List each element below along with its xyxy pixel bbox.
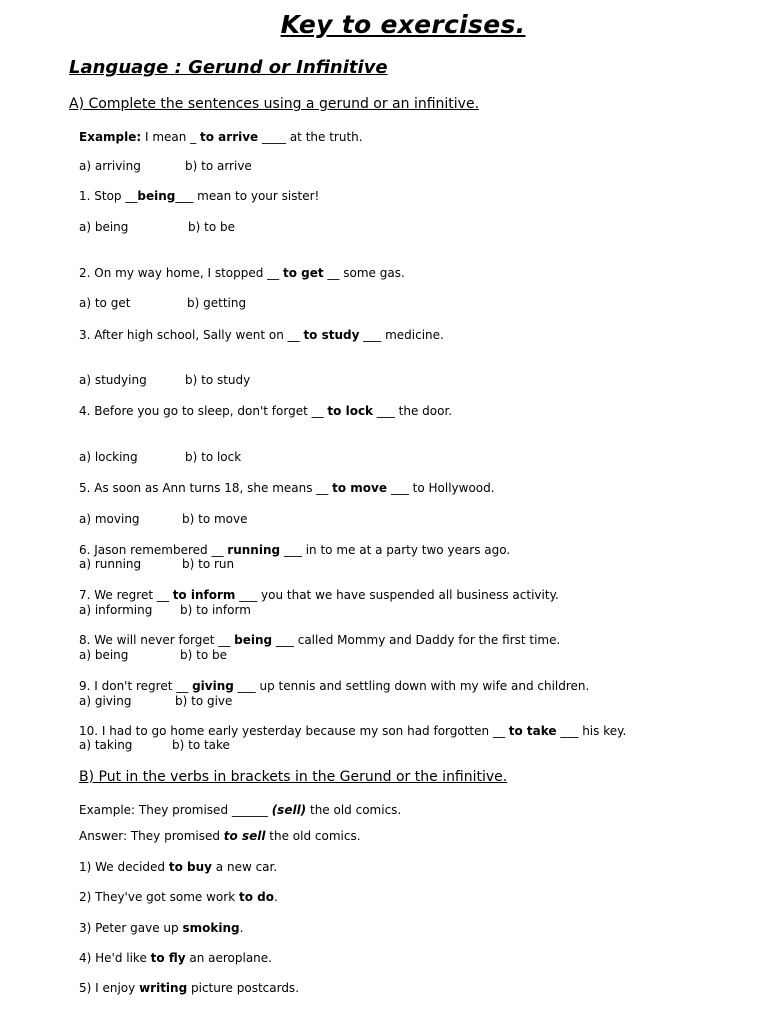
page-title: Key to exercises. — [280, 10, 526, 39]
sentence-post: ___ you that we have suspended all business activity. — [235, 588, 559, 602]
answer-word: writing — [139, 981, 188, 995]
sentence-pre: 9. I don't regret __ — [79, 679, 193, 693]
example-answer — [79, 829, 361, 843]
sentence-post: picture postcards. — [187, 981, 300, 995]
option-b: b) to take — [172, 738, 230, 752]
sentence-post: . — [239, 921, 244, 935]
answer-word: to lock — [327, 404, 374, 418]
exercise-sentence — [79, 951, 272, 965]
exercise-sentence — [79, 481, 495, 495]
option-b: b) to move — [182, 512, 248, 526]
option-b: b) to run — [182, 557, 235, 571]
option-a: a) running — [79, 557, 142, 571]
sentence-pre: 4. Before you go to sleep, don't forget __ — [79, 404, 328, 418]
answer-word: smoking — [182, 921, 240, 935]
exercise-sentence — [79, 921, 243, 935]
example-verb: (sell) — [271, 803, 307, 817]
option-b: b) to arrive — [185, 159, 252, 173]
option-b: b) to study — [185, 373, 251, 387]
sentence-pre: 2) They've got some work — [79, 890, 239, 904]
section-a-heading: A) Complete the sentences using a gerund or an infinitive. — [69, 96, 480, 112]
exercise-options — [79, 738, 230, 752]
option-a: a) being — [79, 220, 129, 234]
exercise-sentence — [79, 328, 444, 342]
answer-word: being — [234, 633, 273, 647]
sentence-post: ___ up tennis and settling down with my wife and children. — [233, 679, 590, 693]
answer-word: giving — [192, 679, 234, 693]
exercise-sentence — [79, 543, 510, 557]
section-b-heading: B) Put in the verbs in brackets in the Gerund or the infinitive. — [79, 769, 508, 785]
option-b: b) to be — [188, 220, 235, 234]
answer-verb: to sell — [223, 829, 266, 843]
exercise-sentence — [79, 860, 277, 874]
option-a: a) informing — [79, 603, 153, 617]
example-answer: to arrive — [200, 130, 259, 144]
page-subtitle: Language : Gerund or Infinitive — [69, 57, 388, 78]
sentence-post: ___ mean to your sister! — [175, 189, 320, 203]
exercise-sentence — [79, 981, 299, 995]
sentence-pre: 3. After high school, Sally went on __ — [79, 328, 304, 342]
option-a: a) moving — [79, 512, 140, 526]
sentence-pre: 4) He'd like — [79, 951, 151, 965]
answer-word: being — [137, 189, 176, 203]
option-b: b) to give — [175, 694, 233, 708]
option-b: b) to lock — [185, 450, 242, 464]
sentence-pre: 7. We regret __ — [79, 588, 173, 602]
sentence-post: ___ his key. — [556, 724, 627, 738]
sentence-post: ___ medicine. — [359, 328, 444, 342]
sentence-post: ___ the door. — [373, 404, 453, 418]
example-pre: I mean _ — [141, 130, 201, 144]
sentence-pre: 10. I had to go home early yesterday because my son had forgotten __ — [79, 724, 509, 738]
option-b: b) to be — [180, 648, 227, 662]
answer-word: to get — [282, 266, 324, 280]
sentence-post: ___ in to me at a party two years ago. — [280, 543, 511, 557]
exercise-options — [79, 603, 251, 617]
exercise-options — [79, 450, 241, 464]
answer-word: to inform — [172, 588, 236, 602]
answer-word: to take — [508, 724, 557, 738]
sentence-pre: 3) Peter gave up — [79, 921, 183, 935]
sentence-post: a new car. — [211, 860, 278, 874]
answer-word: running — [227, 543, 281, 557]
example-label: Example: — [79, 130, 142, 144]
option-a: a) giving — [79, 694, 132, 708]
exercise-sentence — [79, 588, 559, 602]
answer-word: to move — [332, 481, 387, 495]
sentence-post: __ some gas. — [323, 266, 405, 280]
exercise-sentence — [79, 890, 278, 904]
option-a: a) arriving — [79, 159, 141, 173]
sentence-post: . — [273, 890, 278, 904]
exercise-options — [79, 220, 235, 234]
sentence-pre: 2. On my way home, I stopped __ — [79, 266, 283, 280]
sentence-post: an aeroplane. — [185, 951, 272, 965]
exercise-options — [79, 373, 250, 387]
answer-word: to buy — [168, 860, 212, 874]
sentence-pre: 5) I enjoy — [79, 981, 140, 995]
exercise-sentence — [79, 404, 452, 418]
option-a: a) studying — [79, 373, 147, 387]
option-a: a) taking — [79, 738, 133, 752]
sentence-pre: 8. We will never forget __ — [79, 633, 235, 647]
sentence-pre: 5. As soon as Ann turns 18, she means __ — [79, 481, 333, 495]
example-sentence — [79, 803, 401, 817]
sentence-post: ___ to Hollywood. — [387, 481, 495, 495]
example-options — [79, 159, 252, 173]
answer-post: the old comics. — [265, 829, 361, 843]
exercise-sentence — [79, 633, 560, 647]
exercise-options — [79, 512, 248, 526]
answer-word: to study — [303, 328, 360, 342]
example-pre: Example: They promised ______ — [79, 803, 272, 817]
sentence-pre: 6. Jason remembered __ — [79, 543, 228, 557]
exercise-options — [79, 296, 246, 310]
exercise-sentence — [79, 266, 405, 280]
example-post: ____ at the truth. — [258, 130, 363, 144]
answer-word: to fly — [150, 951, 186, 965]
option-a: a) being — [79, 648, 129, 662]
exercise-sentence — [79, 724, 626, 738]
option-b: b) to inform — [180, 603, 251, 617]
exercise-options — [79, 694, 232, 708]
option-a: a) locking — [79, 450, 138, 464]
exercise-sentence — [79, 189, 319, 203]
exercise-options — [79, 648, 227, 662]
option-a: a) to get — [79, 296, 131, 310]
answer-word: to do — [238, 890, 274, 904]
exercise-options — [79, 557, 234, 571]
answer-pre: Answer: They promised — [79, 829, 224, 843]
sentence-pre: 1) We decided — [79, 860, 169, 874]
sentence-post: ___ called Mommy and Daddy for the first time. — [272, 633, 561, 647]
exercise-sentence — [79, 679, 589, 693]
option-b: b) getting — [187, 296, 247, 310]
example-post: the old comics. — [306, 803, 402, 817]
example-sentence — [79, 130, 363, 144]
sentence-pre: 1. Stop __ — [79, 189, 138, 203]
